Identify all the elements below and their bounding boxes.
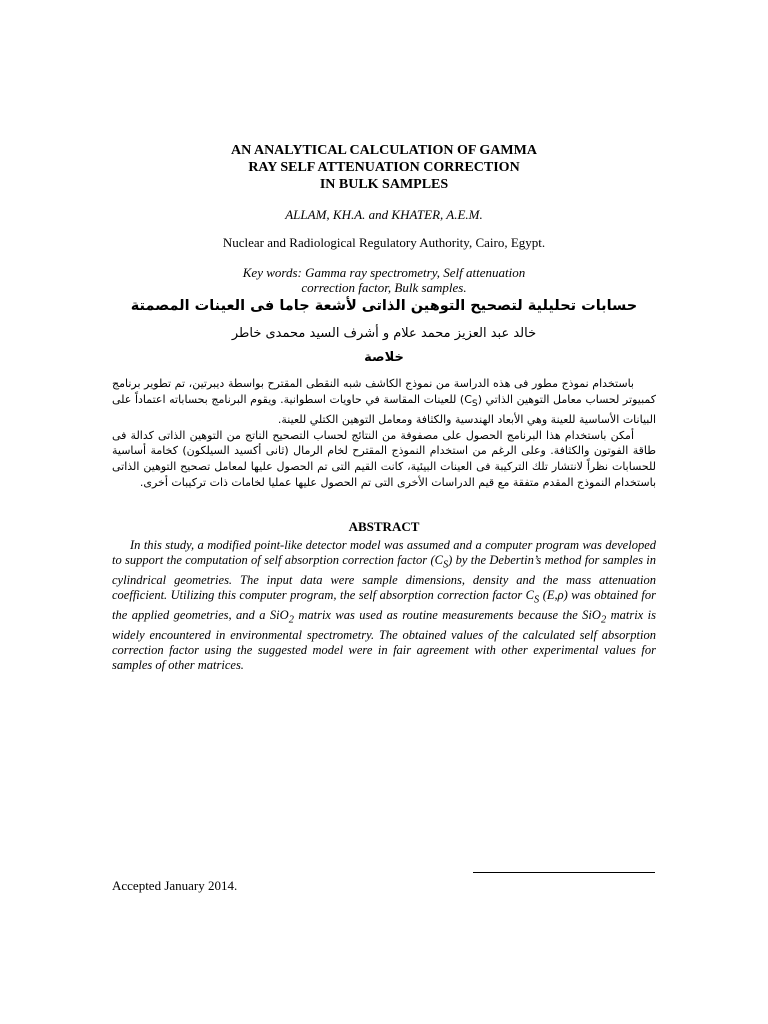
title-line-2: RAY SELF ATTENUATION CORRECTION [248, 160, 520, 175]
arabic-authors: خالد عبد العزيز محمد علام و أشرف السيد محمدى خاطر [231, 326, 537, 341]
arabic-abstract [112, 376, 656, 491]
keywords-line-2: correction factor, Bulk samples. [301, 280, 467, 295]
accepted-date: Accepted January 2014. [112, 878, 238, 893]
arabic-paragraph-1 [112, 376, 656, 428]
authors: ALLAM, KH.A. and KHATER, A.E.M. [285, 207, 483, 222]
arabic-paragraph-2: أمكن باستخدام هذا البرنامج الحصول على مصفوفة من النتائج لحساب التصحيح الناتج من التوهين الذاتى كدالة فى طاقة الفوتون والكثافة. وعلى الرغم من استخدام النموذج المقترح لخام الرمال (ثانى أكسيد السيلكون) كخامة أساسية للحسابات نظراً لانتشار تلك التركيبة فى العينات البيئية، كانت القيم التى تم الحصول عليها لمعامل تصحيح التوهين الذاتى باستخدام النموذج المقدم متفقة مع قيم الدراسات الأخرى التى تم الحصول عليها عمليا لخامات ذات تركيبات أخرى. [112, 428, 656, 489]
affiliation: Nuclear and Radiological Regulatory Authority, Cairo, Egypt. [222, 235, 546, 250]
title-line-1: AN ANALYTICAL CALCULATION OF GAMMA [231, 143, 537, 158]
title-line-3: IN BULK SAMPLES [319, 177, 449, 192]
arabic-p1-symbol: $C_S$ [464, 392, 478, 409]
arabic-p1-text-a: باستخدام نموذج مطور فى هذه الدراسة من نموذج الكاشف شبه النقطى المقترح بواسطة ديبرتين، تم تطوير برنامج كمبيوتر لحساب معامل التوهين الذاتي ( [112, 377, 656, 406]
abstract-heading: ABSTRACT [348, 519, 420, 534]
arabic-title: حسابات تحليلية لتصحيح التوهين الذاتى لأشعة جاما فى العينات المصمتة [130, 298, 638, 314]
arabic-p1-text-b: ) للعينات المقاسة في حاويات اسطوانية. ويقوم البرنامج بحساباته اعتماداً على البيانات الأساسية للعينة وهي الأبعاد الهندسية والكثافة ومعامل التوهين الكتلي للعينة. [112, 392, 656, 426]
abstract-paragraph: In this study, a modified point-like detector model was assumed and a computer program was developed to support the computation of self absorption correction factor $(C_S)$ by the Debertin’s method for samples in cylindrical geometries. The input data were sample dimensions, density and the mass attenuation coefficient. Utilizing this computer program, the self absorption correction factor $C_S$ (E,ρ) was obtained for the applied geometries, and a SiO$_2$ matrix was used as routine measurements because the SiO$_2$ matrix is widely encountered in environmental spectrometry. The obtained values of the calculated self absorption correction factor using the suggested model were in fair agreement with other experimental values for samples of other matrices. [112, 538, 656, 672]
paper-title [110, 142, 658, 193]
keywords [200, 265, 568, 295]
arabic-abstract-heading: خلاصة [364, 350, 404, 365]
keywords-line-1: Key words: Gamma ray spectrometry, Self attenuation [242, 265, 526, 280]
abstract-body [112, 538, 656, 673]
footnote-rule [473, 872, 655, 873]
